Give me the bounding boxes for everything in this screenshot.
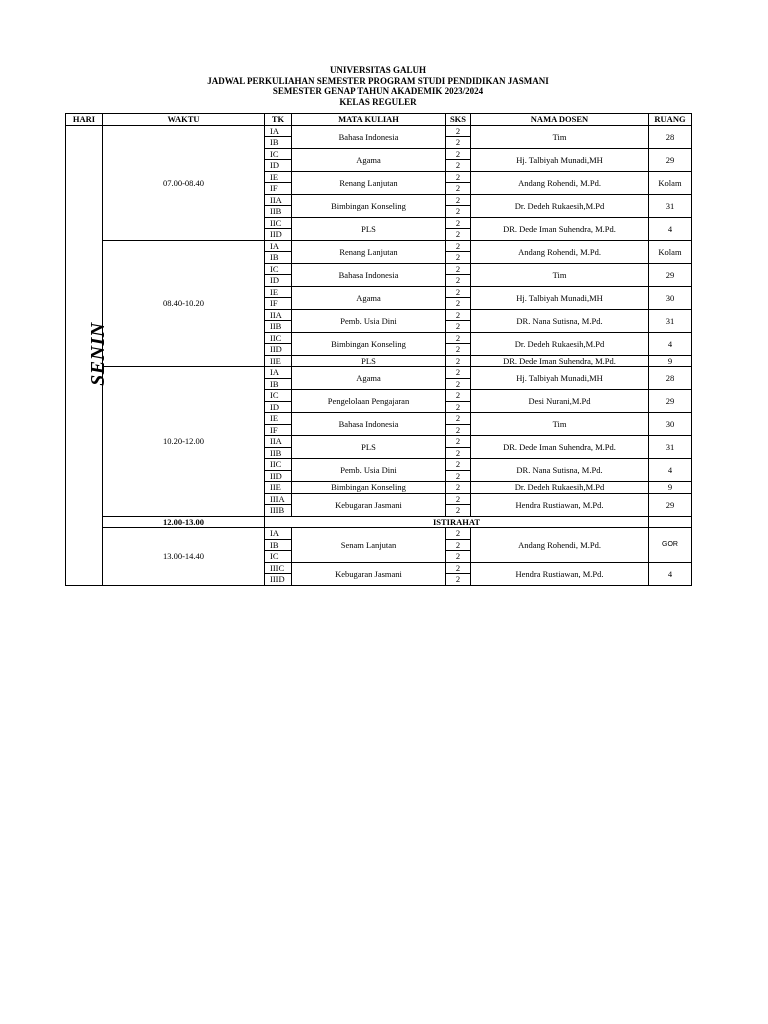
- time-slot: 07.00-08.40: [103, 125, 265, 240]
- lecturer-name: DR. Dede Iman Suhendra, M.Pd.: [471, 217, 649, 240]
- credit-units: 2: [446, 275, 471, 287]
- room: Kolam: [649, 240, 692, 263]
- class-code: IIC: [265, 332, 292, 344]
- class-code: IB: [265, 252, 292, 264]
- course-name: Agama: [292, 148, 446, 171]
- credit-units: 2: [446, 344, 471, 356]
- class-code: IIB: [265, 321, 292, 333]
- course-name: Pengelolaan Pengajaran: [292, 390, 446, 413]
- class-code: IIE: [265, 355, 292, 367]
- document-heading: [65, 65, 691, 107]
- credit-units: 2: [446, 562, 471, 574]
- room: 4: [649, 459, 692, 482]
- course-name: Bahasa Indonesia: [292, 413, 446, 436]
- semester-label: SEMESTER GENAP TAHUN AKADEMIK 2023/2024: [272, 86, 484, 96]
- class-code: IIA: [265, 194, 292, 206]
- credit-units: 2: [446, 125, 471, 137]
- class-code: IIIB: [265, 505, 292, 517]
- class-code: IC: [265, 551, 292, 563]
- class-code: IIC: [265, 459, 292, 471]
- lecturer-name: Hendra Rustiawan, M.Pd.: [471, 562, 649, 585]
- course-name: Bimbingan Konseling: [292, 194, 446, 217]
- class-code: IIIC: [265, 562, 292, 574]
- credit-units: 2: [446, 332, 471, 344]
- room: 31: [649, 194, 692, 217]
- room: 4: [649, 217, 692, 240]
- lecturer-name: Hendra Rustiawan, M.Pd.: [471, 493, 649, 516]
- class-code: IB: [265, 378, 292, 390]
- credit-units: 2: [446, 194, 471, 206]
- col-nama-dosen: NAMA DOSEN: [471, 114, 649, 126]
- lecturer-name: Tim: [471, 125, 649, 148]
- course-name: Bahasa Indonesia: [292, 263, 446, 286]
- room: 30: [649, 413, 692, 436]
- room: 31: [649, 309, 692, 332]
- class-code: IID: [265, 344, 292, 356]
- table-row: [66, 240, 692, 252]
- credit-units: 2: [446, 206, 471, 218]
- class-code: IID: [265, 470, 292, 482]
- col-hari: HARI: [66, 114, 103, 126]
- credit-units: 2: [446, 286, 471, 298]
- lecturer-name: Tim: [471, 263, 649, 286]
- room: 28: [649, 367, 692, 390]
- class-code: IB: [265, 539, 292, 551]
- credit-units: 2: [446, 424, 471, 436]
- credit-units: 2: [446, 263, 471, 275]
- day-label: SENIN: [86, 321, 109, 386]
- class-code: ID: [265, 401, 292, 413]
- class-code: IID: [265, 229, 292, 241]
- credit-units: 2: [446, 505, 471, 517]
- lecturer-name: Andang Rohendi, M.Pd.: [471, 171, 649, 194]
- room: 28: [649, 125, 692, 148]
- room: 29: [649, 390, 692, 413]
- lecturer-name: DR. Dede Iman Suhendra, M.Pd.: [471, 436, 649, 459]
- col-ruang: RUANG: [649, 114, 692, 126]
- class-code: IIID: [265, 574, 292, 586]
- class-code: IIE: [265, 482, 292, 494]
- credit-units: 2: [446, 436, 471, 448]
- col-sks: SKS: [446, 114, 471, 126]
- credit-units: 2: [446, 321, 471, 333]
- schedule-title: JADWAL PERKULIAHAN SEMESTER PROGRAM STUDI PENDIDIKAN JASMANI: [207, 75, 549, 86]
- room: GOR: [649, 528, 692, 563]
- credit-units: 2: [446, 378, 471, 390]
- credit-units: 2: [446, 447, 471, 459]
- lecturer-name: Desi Nurani,M.Pd: [471, 390, 649, 413]
- room: 4: [649, 332, 692, 355]
- class-code: IIB: [265, 447, 292, 459]
- course-name: Senam Lanjutan: [292, 528, 446, 563]
- credit-units: 2: [446, 413, 471, 425]
- course-name: PLS: [292, 436, 446, 459]
- credit-units: 2: [446, 470, 471, 482]
- time-slot: 08.40-10.20: [103, 240, 265, 367]
- class-code: IB: [265, 137, 292, 149]
- class-code: IC: [265, 148, 292, 160]
- room: 9: [649, 482, 692, 494]
- room: 29: [649, 493, 692, 516]
- lecturer-name: Andang Rohendi, M.Pd.: [471, 240, 649, 263]
- class-code: IC: [265, 263, 292, 275]
- break-label: ISTIRAHAT: [265, 516, 649, 528]
- break-row: [66, 516, 692, 528]
- table-row: [66, 125, 692, 137]
- col-tk: TK: [265, 114, 292, 126]
- class-code: IIIA: [265, 493, 292, 505]
- course-name: Kebugaran Jasmani: [292, 493, 446, 516]
- course-name: Kebugaran Jasmani: [292, 562, 446, 585]
- credit-units: 2: [446, 217, 471, 229]
- credit-units: 2: [446, 298, 471, 310]
- course-name: Renang Lanjutan: [292, 171, 446, 194]
- class-label: KELAS REGULER: [339, 96, 417, 107]
- lecturer-name: DR. Dede Iman Suhendra, M.Pd.: [471, 355, 649, 367]
- class-code: IF: [265, 183, 292, 195]
- col-waktu: WAKTU: [103, 114, 265, 126]
- lecturer-name: Hj. Talbiyah Munadi,MH: [471, 148, 649, 171]
- credit-units: 2: [446, 137, 471, 149]
- course-name: PLS: [292, 355, 446, 367]
- credit-units: 2: [446, 493, 471, 505]
- room: 9: [649, 355, 692, 367]
- course-name: PLS: [292, 217, 446, 240]
- course-name: Pemb. Usia Dini: [292, 309, 446, 332]
- time-slot: 10.20-12.00: [103, 367, 265, 517]
- credit-units: 2: [446, 355, 471, 367]
- course-name: Pemb. Usia Dini: [292, 459, 446, 482]
- time-slot: 13.00-14.40: [103, 528, 265, 586]
- lecturer-name: Hj. Talbiyah Munadi,MH: [471, 367, 649, 390]
- class-code: IIC: [265, 217, 292, 229]
- class-code: ID: [265, 160, 292, 172]
- credit-units: 2: [446, 528, 471, 540]
- lecturer-name: Dr. Dedeh Rukaesih,M.Pd: [471, 332, 649, 355]
- credit-units: 2: [446, 551, 471, 563]
- credit-units: 2: [446, 482, 471, 494]
- class-code: IF: [265, 298, 292, 310]
- room: Kolam: [649, 171, 692, 194]
- lecturer-name: Tim: [471, 413, 649, 436]
- class-code: IC: [265, 390, 292, 402]
- break-time: 12.00-13.00: [103, 516, 265, 528]
- credit-units: 2: [446, 148, 471, 160]
- col-mata-kuliah: MATA KULIAH: [292, 114, 446, 126]
- class-code: IA: [265, 125, 292, 137]
- lecturer-name: DR. Nana Sutisna, M.Pd.: [471, 309, 649, 332]
- room: 29: [649, 263, 692, 286]
- class-code: ID: [265, 275, 292, 287]
- class-code: IA: [265, 528, 292, 540]
- credit-units: 2: [446, 229, 471, 241]
- credit-units: 2: [446, 309, 471, 321]
- lecturer-name: Hj. Talbiyah Munadi,MH: [471, 286, 649, 309]
- room: 29: [649, 148, 692, 171]
- class-code: IE: [265, 171, 292, 183]
- room: 4: [649, 562, 692, 585]
- lecturer-name: DR. Nana Sutisna, M.Pd.: [471, 459, 649, 482]
- day-cell: [66, 125, 109, 585]
- table-row: [66, 367, 692, 379]
- room: 31: [649, 436, 692, 459]
- class-code: IA: [265, 240, 292, 252]
- table-row: [66, 528, 692, 540]
- class-code: IIB: [265, 206, 292, 218]
- credit-units: 2: [446, 390, 471, 402]
- credit-units: 2: [446, 171, 471, 183]
- lecturer-name: Dr. Dedeh Rukaesih,M.Pd: [471, 194, 649, 217]
- course-name: Agama: [292, 367, 446, 390]
- class-code: IIA: [265, 436, 292, 448]
- header-row: [66, 114, 692, 126]
- schedule-table: [65, 113, 692, 586]
- lecturer-name: Dr. Dedeh Rukaesih,M.Pd: [471, 482, 649, 494]
- course-name: Agama: [292, 286, 446, 309]
- room: 30: [649, 286, 692, 309]
- credit-units: 2: [446, 539, 471, 551]
- class-code: IIA: [265, 309, 292, 321]
- credit-units: 2: [446, 574, 471, 586]
- class-code: IE: [265, 286, 292, 298]
- break-empty: [649, 516, 692, 528]
- course-name: Bimbingan Konseling: [292, 482, 446, 494]
- class-code: IE: [265, 413, 292, 425]
- credit-units: 2: [446, 252, 471, 264]
- credit-units: 2: [446, 240, 471, 252]
- class-code: IF: [265, 424, 292, 436]
- credit-units: 2: [446, 160, 471, 172]
- university-name: UNIVERSITAS GALUH: [329, 65, 427, 75]
- class-code: IA: [265, 367, 292, 379]
- credit-units: 2: [446, 459, 471, 471]
- lecturer-name: Andang Rohendi, M.Pd.: [471, 528, 649, 563]
- credit-units: 2: [446, 401, 471, 413]
- credit-units: 2: [446, 183, 471, 195]
- course-name: Bahasa Indonesia: [292, 125, 446, 148]
- course-name: Renang Lanjutan: [292, 240, 446, 263]
- credit-units: 2: [446, 367, 471, 379]
- course-name: Bimbingan Konseling: [292, 332, 446, 355]
